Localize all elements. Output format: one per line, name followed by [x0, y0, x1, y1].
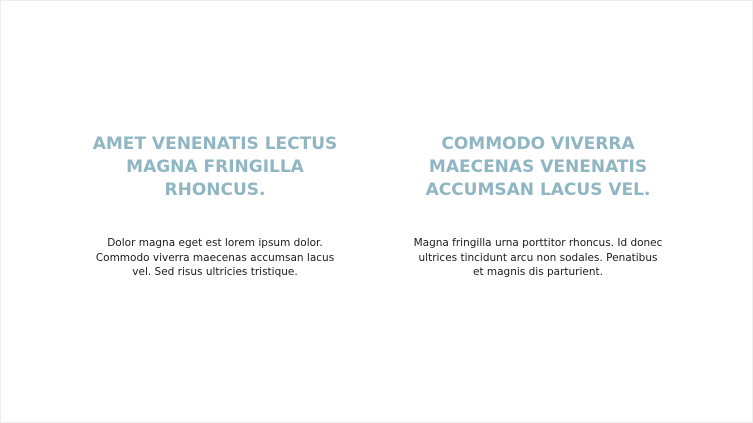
feature-column-right: [408, 133, 668, 280]
column-body-text: Dolor magna eget est lorem ipsum dolor. Commodo viverra maecenas accumsan lacus vel. Sed risus ultricies tristique.: [95, 237, 335, 278]
column-body-text: Magna fringilla urna porttitor rhoncus. Id donec ultrices tincidunt arcu non sodales. Penatibus et magnis dis parturient.: [413, 237, 663, 278]
feature-column-left: [85, 133, 345, 280]
column-heading: COMMODO VIVERRA MAECENAS VENENATIS ACCUMSAN LACUS VEL.: [425, 134, 651, 200]
column-heading: AMET VENENATIS LECTUS MAGNA FRINGILLA RHONCUS.: [92, 134, 338, 200]
